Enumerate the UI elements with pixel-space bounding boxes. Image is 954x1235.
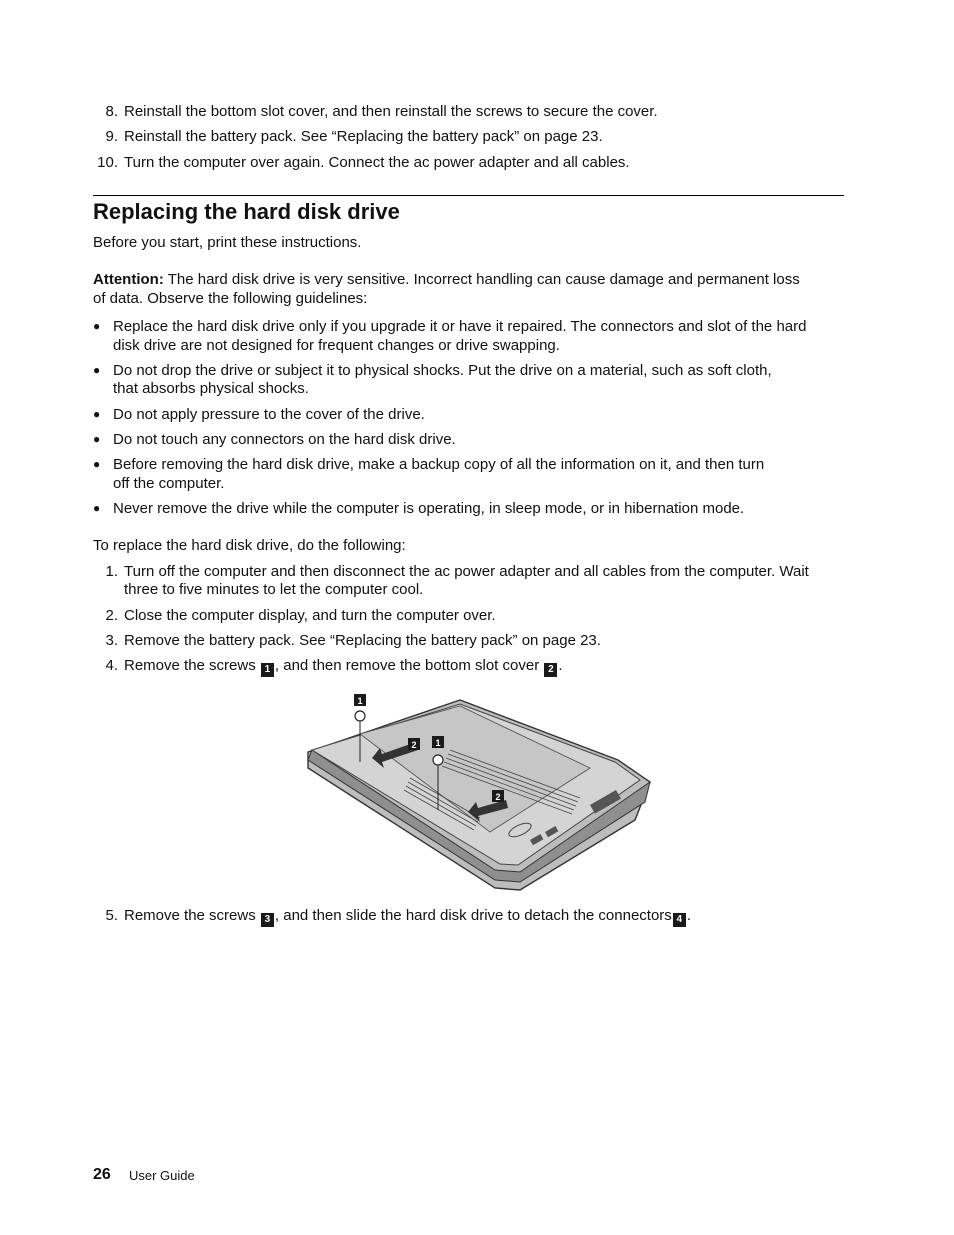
step-text-part: .	[558, 657, 563, 674]
callout-badge: 4	[673, 913, 686, 927]
section-title: Replacing the hard disk drive	[93, 199, 400, 224]
callout-screw-1b	[432, 736, 444, 748]
step-text	[124, 906, 691, 927]
step-text: Reinstall the battery pack. See “Replacing the battery pack” on page 23.	[124, 128, 603, 145]
callout-cover-2b	[492, 790, 504, 802]
step-number: 3.	[105, 632, 118, 649]
list-item: Never remove the drive while the computer is operating, in sleep mode, or in hibernation mode.	[113, 500, 745, 517]
intro-text: Before you start, print these instructions.	[93, 234, 362, 251]
svg-text:1: 1	[357, 696, 363, 706]
list-item-continued: off the computer.	[113, 475, 225, 492]
callout-badge: 2	[544, 663, 557, 677]
list-item: Replace the hard disk drive only if you upgrade it or have it repaired. The connectors and slot of the hard	[113, 318, 807, 335]
attention-text-line2: of data. Observe the following guidelines:	[93, 290, 368, 307]
list-item: Do not touch any connectors on the hard disk drive.	[113, 431, 456, 448]
step-text: Turn the computer over again. Connect the ac power adapter and all cables.	[124, 154, 630, 171]
section-divider	[93, 195, 844, 196]
list-item: Do not drop the drive or subject it to physical shocks. Put the drive on a material, such as soft cloth,	[113, 362, 772, 379]
list-item: Before removing the hard disk drive, make a backup copy of all the information on it, and then turn	[113, 456, 765, 473]
step-number: 8.	[105, 103, 118, 120]
attention-text-line1: The hard disk drive is very sensitive. Incorrect handling can cause damage and permanent loss	[163, 271, 800, 288]
step-number: 10.	[97, 154, 118, 171]
step-number: 5.	[105, 907, 118, 924]
step-text: Turn off the computer and then disconnect the ac power adapter and all cables from the computer. Wait	[124, 563, 809, 580]
step-text: Close the computer display, and turn the computer over.	[124, 607, 496, 624]
svg-text:1: 1	[435, 738, 441, 748]
bullet-marker: ●	[93, 457, 101, 471]
step-number: 4.	[105, 657, 118, 674]
attention-label: Attention:	[93, 271, 164, 288]
step-text-continued: three to five minutes to let the computer cool.	[124, 581, 424, 598]
laptop-bottom-illustration	[300, 690, 660, 895]
callout-badge: 3	[261, 913, 274, 927]
step-text-part: , and then remove the bottom slot cover	[274, 657, 544, 674]
step-text-part: Remove the screws	[124, 657, 260, 674]
step-text: Remove the battery pack. See “Replacing the battery pack” on page 23.	[124, 632, 601, 649]
step-number: 2.	[105, 607, 118, 624]
step-text: Reinstall the bottom slot cover, and then reinstall the screws to secure the cover.	[124, 103, 658, 120]
bullet-marker: ●	[93, 501, 101, 515]
step-text-part: Remove the screws	[124, 907, 260, 924]
bullet-marker: ●	[93, 432, 101, 446]
list-item-continued: disk drive are not designed for frequent changes or drive swapping.	[113, 337, 560, 354]
step-text	[124, 656, 563, 677]
procedure-intro: To replace the hard disk drive, do the following:	[93, 537, 406, 554]
footer-label: User Guide	[129, 1168, 195, 1183]
page-number: 26	[93, 1166, 111, 1183]
step-number: 1.	[105, 563, 118, 580]
step-number: 9.	[105, 128, 118, 145]
callout-badge: 1	[261, 663, 274, 677]
list-item-continued: that absorbs physical shocks.	[113, 380, 309, 397]
svg-text:2: 2	[411, 740, 417, 750]
bullet-marker: ●	[93, 363, 101, 377]
callout-screw-1a	[354, 694, 366, 706]
callout-cover-2a	[408, 738, 420, 750]
step-text-part: , and then slide the hard disk drive to detach the connectors	[274, 907, 672, 924]
svg-text:2: 2	[495, 792, 501, 802]
bullet-marker: ●	[93, 319, 101, 333]
list-item: Do not apply pressure to the cover of the drive.	[113, 406, 425, 423]
bullet-marker: ●	[93, 407, 101, 421]
step-text-part: .	[686, 907, 691, 924]
